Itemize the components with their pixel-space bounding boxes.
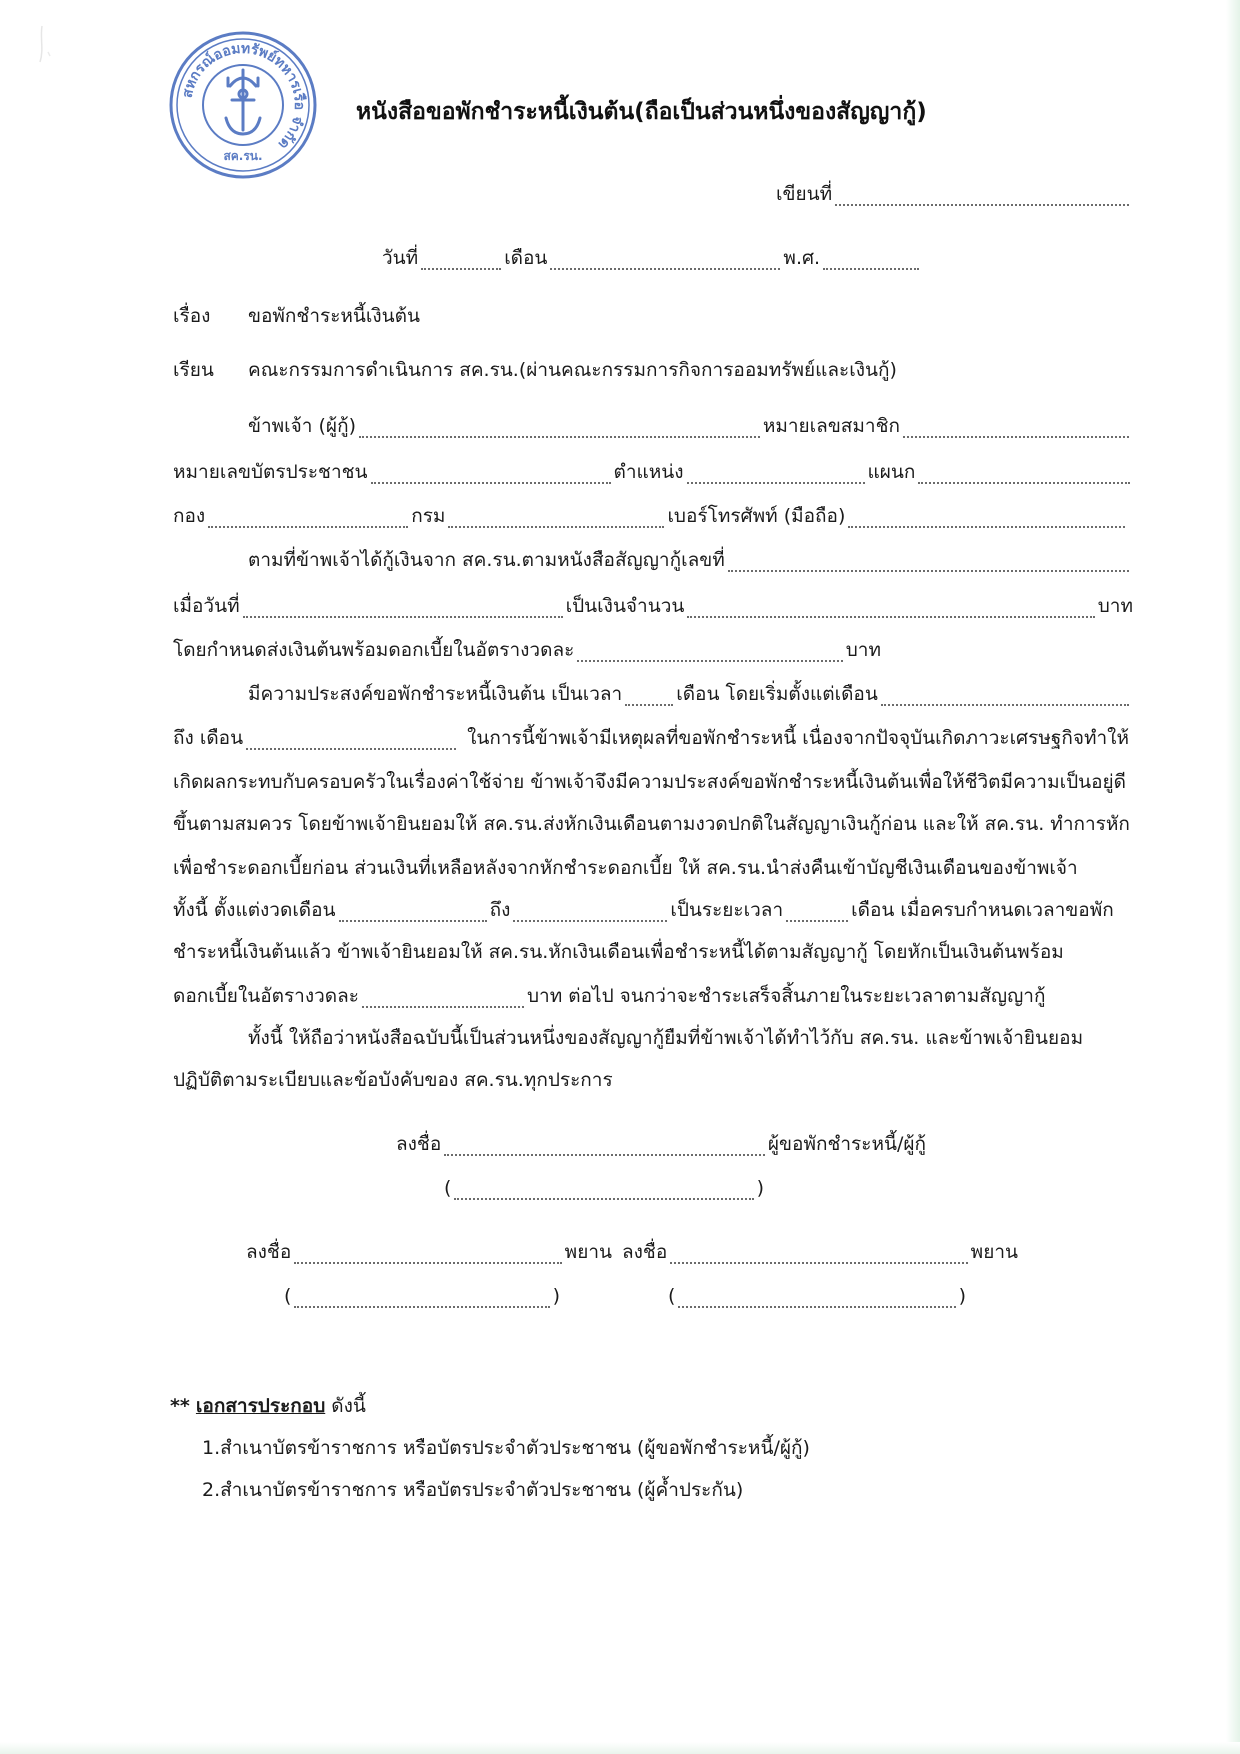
- member-no-label: หมายเลขสมาชิก: [762, 415, 900, 437]
- written-at-label: เขียนที่: [776, 183, 833, 205]
- request-text-7: ชำระหนี้เงินต้นแล้ว ข้าพเจ้ายินยอมให้ สค.รน.หักเงินเดือนเพื่อชำระหนี้ได้ตามสัญญากู้ โดยหักเป็นเงินต้นพร้อม: [173, 941, 1064, 963]
- request-text-2b: ในการนี้ข้าพเจ้ามีเหตุผลที่ขอพักชำระหนี้ เนื่องจากปัจจุบันเกิดภาวะเศรษฐกิจทำให้: [467, 727, 1129, 749]
- witness-1-name-paren-line: [284, 1284, 560, 1308]
- attachments-heading: [170, 1394, 366, 1418]
- period-from-field[interactable]: [339, 903, 487, 922]
- witness-2-sign-label: ลงชื่อ: [622, 1241, 668, 1263]
- request-line-1: [248, 682, 1132, 706]
- department-label: กรม: [411, 505, 446, 527]
- witness-1-close-paren: ): [552, 1285, 560, 1307]
- witness-1-signature-line: [246, 1240, 612, 1264]
- borrower-name-paren-line: [444, 1176, 764, 1200]
- day-label: วันที่: [382, 247, 419, 269]
- scan-edge-right: [1226, 0, 1240, 1754]
- date-line: [382, 246, 922, 270]
- attachments-stars: **: [170, 1395, 190, 1417]
- loan-amount-field[interactable]: [687, 599, 1094, 618]
- to-label: เรียน: [173, 359, 214, 381]
- new-installment-field[interactable]: [362, 989, 524, 1008]
- section-field[interactable]: [918, 465, 1130, 484]
- installment-label: โดยกำหนดส่งเงินต้นพร้อมดอกเบี้ยในอัตรางวดละ: [173, 639, 575, 661]
- year-field[interactable]: [823, 251, 919, 270]
- witness-1-role-label: พยาน: [564, 1241, 612, 1263]
- end-month-field[interactable]: [246, 731, 456, 750]
- phone-label: เบอร์โทรศัพท์ (มือถือ): [667, 505, 846, 527]
- request-text-2a: ถึง เดือน: [173, 727, 244, 749]
- applicant-line-1: [248, 414, 1132, 438]
- applicant-line-3: [173, 504, 1128, 528]
- request-text-9: ทั้งนี้ ให้ถือว่าหนังสือฉบับนี้เป็นส่วนหนึ่งของสัญญากู้ยืมที่ข้าพเจ้าได้ทำไว้กับ สค.รน. และข้าพเจ้ายินยอม: [248, 1027, 1084, 1049]
- borrower-printed-name-field[interactable]: [454, 1181, 753, 1200]
- written-at-field[interactable]: [835, 187, 1129, 206]
- position-label: ตำแหน่ง: [613, 461, 684, 483]
- division-field[interactable]: [208, 509, 408, 528]
- loan-intro-text: ตามที่ข้าพเจ้าได้กู้เงินจาก สค.รน.ตามหนังสือสัญญากู้เลขที่: [248, 549, 725, 571]
- loan-intro-line: [248, 548, 1132, 572]
- id-card-field[interactable]: [371, 465, 611, 484]
- attachments-suffix: ดังนี้: [331, 1395, 366, 1417]
- request-text-6b: ถึง: [489, 899, 511, 921]
- request-text-1b: เดือน โดยเริ่มตั้งแต่เดือน: [676, 683, 878, 705]
- borrower-name-field[interactable]: [359, 419, 760, 438]
- department-field[interactable]: [448, 509, 664, 528]
- witness-2-open-paren: (: [668, 1285, 676, 1307]
- witness-2-name-paren-line: [668, 1284, 966, 1308]
- year-label: พ.ศ.: [783, 247, 821, 269]
- witness-1-sign-label: ลงชื่อ: [246, 1241, 292, 1263]
- request-text-5: เพื่อชำระดอกเบี้ยก่อน ส่วนเงินที่เหลือหลังจากหักชำระดอกเบี้ย ให้ สค.รน.นำส่งคืนเข้าบัญชีเงินเดือนของข้าพเจ้า: [173, 857, 1078, 879]
- request-text-3: เกิดผลกระทบกับครอบครัวในเรื่องค่าใช้จ่าย ข้าพเจ้าจึงมีความประสงค์ขอพักชำระหนี้เงินต้นเพื่อให้ชีวิตมีความเป็นอยู่ดี: [173, 771, 1127, 793]
- request-text-6d: เดือน เมื่อครบกำหนดเวลาขอพัก: [851, 899, 1114, 921]
- request-text-1a: มีความประสงค์ขอพักชำระหนี้เงินต้น เป็นเวลา: [248, 683, 623, 705]
- contract-no-field[interactable]: [728, 553, 1129, 572]
- request-text-6a: ทั้งนี้ ตั้งแต่งวดเดือน: [173, 899, 336, 921]
- day-field[interactable]: [421, 251, 501, 270]
- attachments-heading-text: เอกสารประกอบ: [195, 1395, 326, 1417]
- witness-2-close-paren: ): [958, 1285, 966, 1307]
- loan-baht-label: บาท: [1097, 595, 1133, 617]
- period-to-field[interactable]: [513, 903, 667, 922]
- defer-months-field[interactable]: [625, 687, 673, 706]
- phone-field[interactable]: [848, 509, 1125, 528]
- subject-label: เรื่อง: [173, 305, 211, 327]
- request-text-6c: เป็นระยะเวลา: [670, 899, 784, 921]
- request-text-8b: บาท ต่อไป จนกว่าจะชำระเสร็จสิ้นภายในระยะเวลาตามสัญญากู้: [526, 985, 1046, 1007]
- request-text-4: ขึ้นตามสมควร โดยข้าพเจ้ายินยอมให้ สค.รน.ส่งหักเงินเดือนตามงวดปกติในสัญญาเงินกู้ก่อน และให้ สค.รน. ทำการหัก: [173, 813, 1130, 835]
- start-month-field[interactable]: [881, 687, 1129, 706]
- request-text-10: ปฏิบัติตามระเบียบและข้อบังคับของ สค.รน.ทุกประการ: [173, 1069, 613, 1091]
- witness-2-role-label: พยาน: [970, 1241, 1018, 1263]
- witness-2-signature-line: [622, 1240, 1018, 1264]
- borrower-close-paren: ): [756, 1177, 764, 1199]
- id-card-label: หมายเลขบัตรประชาชน: [173, 461, 368, 483]
- installment-line: [173, 638, 881, 662]
- attachment-item: 1.สำเนาบัตรข้าราชการ หรือบัตรประจำตัวประชาชน (ผู้ขอพักชำระหนี้/ผู้กู้): [202, 1437, 810, 1459]
- borrower-signature-field[interactable]: [444, 1137, 765, 1156]
- member-no-field[interactable]: [903, 419, 1129, 438]
- month-field[interactable]: [550, 251, 780, 270]
- scan-edge-bottom: [0, 1742, 1240, 1754]
- section-label: แผนก: [867, 461, 916, 483]
- seal-ring-text: สหกรณ์ออมทรัพย์ทหารเรือ จำกัด: [179, 40, 308, 153]
- subject-text: ขอพักชำระหนี้เงินต้น: [248, 305, 421, 327]
- position-field[interactable]: [687, 465, 865, 484]
- borrower-label: ข้าพเจ้า (ผู้กู้): [248, 415, 356, 437]
- request-text-8a: ดอกเบี้ยในอัตรางวดละ: [173, 985, 359, 1007]
- request-line-8: [173, 984, 1046, 1008]
- request-line-2: [173, 726, 1133, 750]
- borrower-open-paren: (: [444, 1177, 452, 1199]
- loan-amount-label: เป็นเงินจำนวน: [565, 595, 685, 617]
- attachment-item: 2.สำเนาบัตรข้าราชการ หรือบัตรประจำตัวประชาชน (ผู้ค้ำประกัน): [202, 1479, 744, 1501]
- scan-scuff-mark: [28, 22, 64, 82]
- witness-1-open-paren: (: [284, 1285, 292, 1307]
- cooperative-seal-logo: [168, 30, 318, 180]
- witness-1-signature-field[interactable]: [294, 1245, 561, 1264]
- installment-baht-label: บาท: [845, 639, 881, 661]
- request-line-6: [173, 898, 1133, 922]
- page-title: หนังสือขอพักชำระหนี้เงินต้น(ถือเป็นส่วนหนึ่งของสัญญากู้): [356, 99, 927, 125]
- to-text: คณะกรรมการดำเนินการ สค.รน.(ผ่านคณะกรรมการกิจการออมทรัพย์และเงินกู้): [248, 359, 897, 381]
- division-label: กอง: [173, 505, 206, 527]
- witness-1-printed-name-field[interactable]: [294, 1289, 549, 1308]
- loan-date-amount-line: [173, 594, 1133, 618]
- loan-date-field[interactable]: [243, 599, 563, 618]
- borrower-sign-label: ลงชื่อ: [396, 1133, 442, 1155]
- installment-field[interactable]: [577, 643, 842, 662]
- month-label: เดือน: [504, 247, 548, 269]
- witness-2-printed-name-field[interactable]: [678, 1289, 955, 1308]
- period-months-field[interactable]: [786, 903, 848, 922]
- borrower-signature-line: [396, 1132, 926, 1156]
- borrower-role-label: ผู้ขอพักชำระหนี้/ผู้กู้: [767, 1133, 926, 1155]
- applicant-line-2: [173, 460, 1133, 484]
- written-at-line: [776, 182, 1132, 206]
- anchor-trident-icon: [226, 70, 260, 134]
- witness-2-signature-field[interactable]: [670, 1245, 967, 1264]
- loan-date-label: เมื่อวันที่: [173, 595, 240, 617]
- seal-abbr-text: สค.รน.: [223, 149, 263, 163]
